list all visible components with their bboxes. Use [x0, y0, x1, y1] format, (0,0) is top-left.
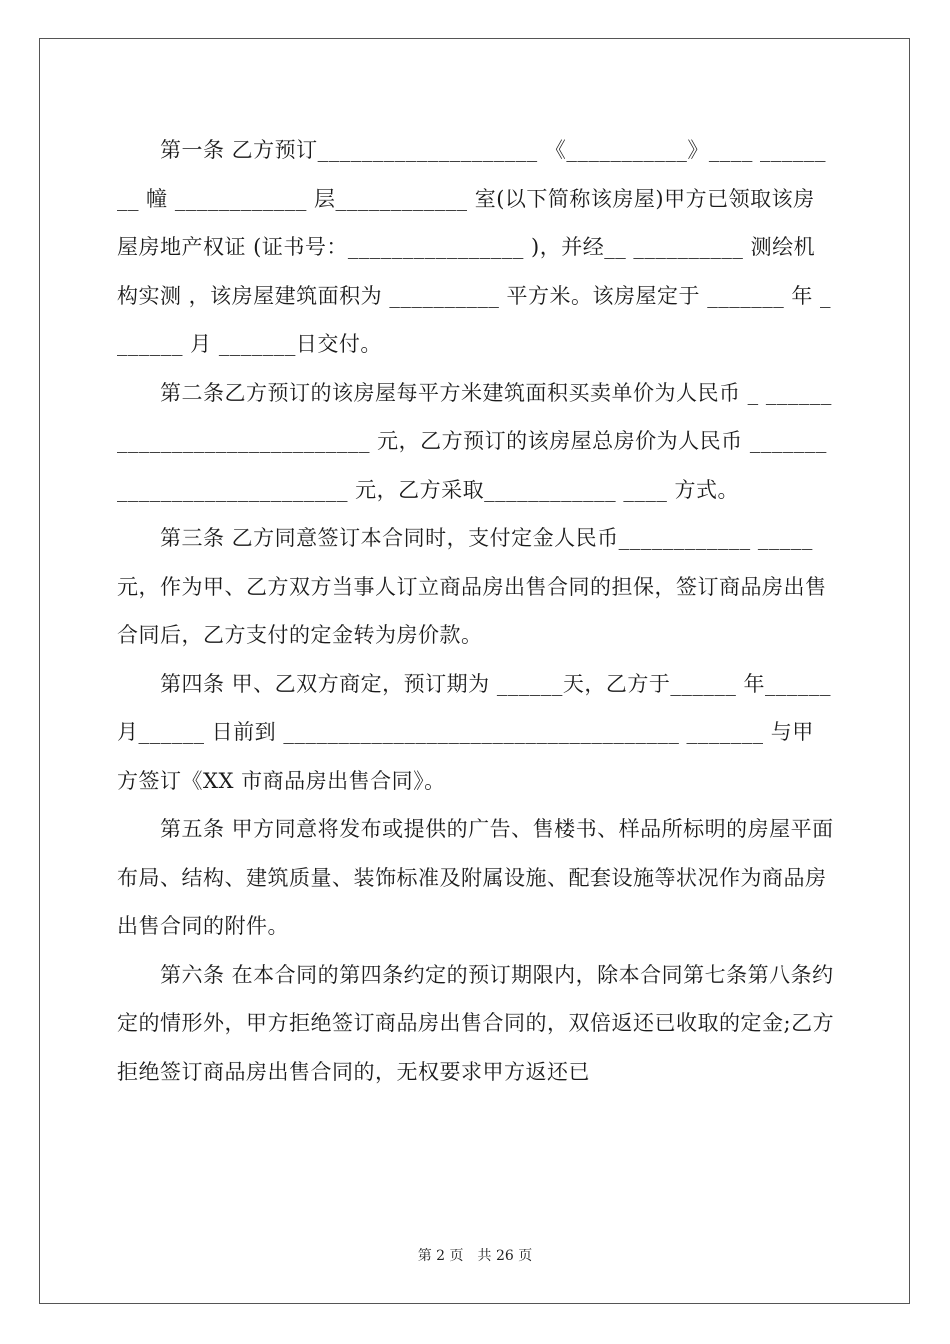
- article-1-paragraph: 第一条 乙方预订____________________ 《___________》____ ________ 幢 ____________ 层____________ 室(以下简称该房屋)甲方已领取该房屋房地产权证 (证书号：________________ )，并经__ __________ 测绘机构实测 ，该房屋建筑面积为 __________ 平方米。该房屋定于 _______ 年 _______ 月 _______日交付。: [117, 138, 832, 356]
- article-6-paragraph: 第六条 在本合同的第四条约定的预订期限内，除本合同第七条第八条约定的情形外，甲方拒绝签订商品房出售合同的，双倍返还已收取的定金;乙方拒绝签订商品房出售合同的，无权要求甲方返还已: [117, 962, 835, 1084]
- article-3-paragraph: 第三条 乙方同意签订本合同时，支付定金人民币____________ _____ 元，作为甲、乙方双方当事人订立商品房出售合同的担保，签订商品房出售合同后，乙方支付的定金转为房价款。: [117, 526, 827, 647]
- article-2-paragraph: 第二条乙方预订的该房屋每平方米建筑面积买卖单价为人民币 _ _____________________________ 元，乙方预订的该房屋总房价为人民币 ____________________________ 元，乙方采取____________ ____ 方式。: [117, 380, 832, 502]
- contract-body: [117, 126, 835, 1096]
- article-4-paragraph: 第四条 甲、乙双方商定，预订期为 ______天，乙方于______ 年______月______ 日前到 ____________________________________ _______ 与甲方签订《XX 市商品房出售合同》。: [117, 671, 832, 793]
- article-5-paragraph: 第五条 甲方同意将发布或提供的广告、售楼书、样品所标明的房屋平面布局、结构、建筑质量、装饰标准及附属设施、配套设施等状况作为商品房出售合同的附件。: [117, 817, 834, 938]
- page-number-footer: 第 2 页 共 26 页: [417, 1248, 533, 1264]
